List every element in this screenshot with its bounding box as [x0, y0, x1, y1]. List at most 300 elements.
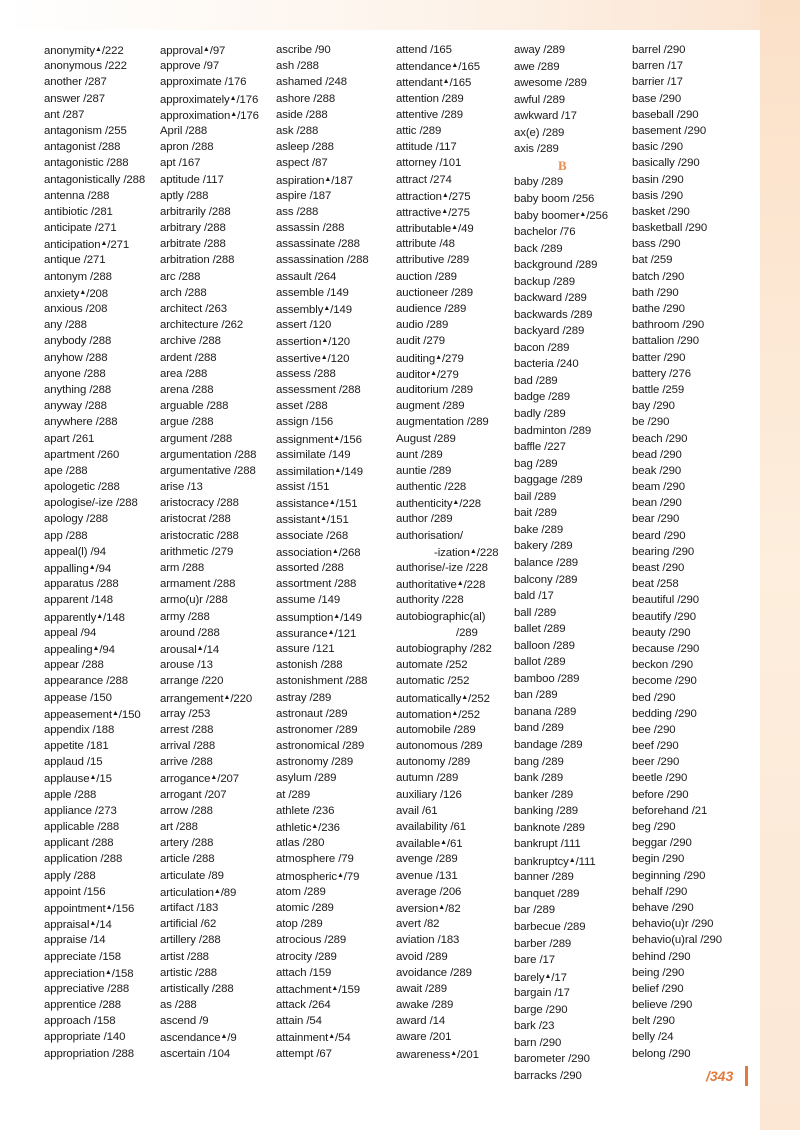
index-entry-row	[388, 139, 506, 155]
index-entry: artistic /288	[160, 966, 217, 979]
index-entry: automatically▲/252	[396, 692, 490, 705]
index-entry-row	[270, 932, 388, 948]
index-entry-row	[506, 489, 624, 506]
index-entry: articulate /89	[160, 869, 224, 882]
index-entry-row	[388, 382, 506, 398]
index-entry-row	[624, 625, 742, 641]
index-entry-row	[506, 886, 624, 903]
index-entry: argument /288	[160, 432, 233, 445]
index-entry-row	[506, 423, 624, 440]
index-entry-row	[270, 544, 388, 560]
index-entry-row	[506, 108, 624, 125]
index-entry: bed /290	[632, 691, 676, 704]
index-entry-row	[270, 787, 388, 803]
index-entry-row	[388, 657, 506, 673]
index-entry-row	[154, 366, 272, 382]
index-entry-row	[270, 285, 388, 301]
index-entry-row	[388, 350, 506, 366]
index-entry: assertive▲/120	[276, 352, 350, 365]
index-entry: appraise /14	[44, 934, 106, 947]
index-entry-row	[270, 641, 388, 657]
index-entry-row	[36, 770, 154, 786]
index-entry: ballet /289	[514, 623, 566, 636]
index-entry-row	[270, 835, 388, 851]
index-entry: awake /289	[396, 999, 454, 1012]
index-entry-row	[154, 58, 272, 74]
index-entry-row	[154, 74, 272, 90]
index-entry: avoid /289	[396, 950, 448, 963]
index-entry-row	[270, 803, 388, 819]
index-entry: arrangement▲/220	[160, 692, 253, 705]
index-entry: banner /289	[514, 871, 574, 884]
index-entry: authorisation/	[396, 529, 463, 542]
index-entry: architect /263	[160, 303, 227, 315]
index-entry-row	[154, 625, 272, 641]
index-entry-row	[506, 207, 624, 224]
index-entry-row	[270, 916, 388, 932]
index-entry: band /289	[514, 722, 564, 735]
index-entry: astronaut /289	[276, 707, 348, 720]
index-entry-row	[36, 835, 154, 851]
index-entry: authentic /228	[396, 481, 467, 494]
index-entry-row	[154, 447, 272, 463]
index-entry: astonishment /288	[276, 675, 368, 688]
index-entry-row	[388, 317, 506, 333]
index-entry: assume /149	[276, 594, 341, 607]
index-entry-row	[154, 609, 272, 625]
index-entry-row	[388, 285, 506, 301]
index-entry-row	[154, 932, 272, 948]
index-entry: automation▲/252	[396, 708, 480, 721]
index-entry: attempt /67	[276, 1047, 332, 1060]
index-entry-row	[624, 42, 742, 58]
index-entry: attend /165	[396, 44, 452, 56]
index-entry: attraction▲/275	[396, 190, 471, 203]
index-entry-row	[270, 738, 388, 754]
index-entry-row	[154, 560, 272, 576]
page-number: /343	[706, 1068, 734, 1084]
index-entry: bald /17	[514, 590, 554, 603]
index-entry-row	[624, 123, 742, 139]
index-entry-row	[388, 981, 506, 997]
index-entry-row	[388, 1046, 506, 1062]
index-entry-row	[506, 505, 624, 522]
index-entry: awareness▲/201	[396, 1048, 479, 1061]
index-entry: ash /288	[276, 60, 319, 73]
index-entry-row	[506, 274, 624, 291]
index-entry-row	[270, 981, 388, 997]
index-entry-row	[388, 42, 506, 58]
index-entry-row	[624, 884, 742, 900]
index-entry-row	[624, 91, 742, 107]
index-entry: asleep /288	[276, 141, 334, 154]
index-entry-row	[506, 125, 624, 142]
index-entry: awkward /17	[514, 110, 577, 123]
index-entry: backwards /289	[514, 308, 593, 321]
index-entry-row	[36, 139, 154, 155]
index-entry: aspect /87	[276, 157, 328, 170]
index-entry-row	[36, 754, 154, 770]
index-entry: bath /290	[632, 286, 679, 299]
index-entry-row	[388, 333, 506, 349]
index-entry: atom /289	[276, 885, 326, 898]
index-entry-row	[154, 139, 272, 155]
index-entry: anonymity▲/222	[44, 45, 124, 57]
index-entry: beautify /290	[632, 610, 696, 623]
index-entry: anticipation▲/271	[44, 239, 130, 252]
index-entry-row	[36, 58, 154, 74]
index-entry-row	[624, 592, 742, 608]
index-entry-row	[154, 414, 272, 430]
index-entry: backyard /289	[514, 325, 585, 338]
index-entry: assassinate /288	[276, 238, 360, 251]
index-entry: bamboo /289	[514, 672, 580, 685]
index-entry-row	[36, 738, 154, 754]
index-entry-row	[388, 236, 506, 252]
index-entry-row	[36, 220, 154, 236]
index-entry-row	[388, 511, 506, 527]
index-entry-row	[154, 382, 272, 398]
index-entry: baby /289	[514, 176, 564, 189]
index-entry-row	[624, 868, 742, 884]
index-entry: -ization▲/228	[434, 546, 499, 559]
index-entry-row	[270, 1029, 388, 1045]
index-entry-row	[506, 654, 624, 671]
index-entry-row	[36, 576, 154, 592]
index-entry-row	[388, 172, 506, 188]
index-entry-row	[270, 722, 388, 738]
index-entry: attitude /117	[396, 141, 457, 154]
index-entry-row	[154, 722, 272, 738]
index-entry: balance /289	[514, 556, 579, 569]
index-entry: beautiful /290	[632, 594, 699, 607]
index-column-6	[624, 42, 742, 1062]
index-entry-row	[154, 107, 272, 123]
index-entry: basis /290	[632, 189, 683, 202]
index-entry-row	[506, 687, 624, 704]
index-entry-row	[36, 107, 154, 123]
index-entry: antenna /288	[44, 189, 110, 202]
index-entry-row	[270, 204, 388, 220]
index-entry-row	[624, 285, 742, 301]
index-entry-row	[154, 301, 272, 317]
index-entry: banknote /289	[514, 821, 585, 834]
index-entry: associate /268	[276, 529, 349, 542]
index-entry-row	[506, 638, 624, 655]
index-entry-row	[624, 1046, 742, 1062]
index-entry-row	[154, 252, 272, 268]
index-entry: autumn /289	[396, 772, 459, 785]
index-entry-row	[506, 406, 624, 423]
index-entry-row	[388, 252, 506, 268]
index-entry-row	[270, 236, 388, 252]
index-entry-row	[388, 269, 506, 285]
index-entry-row	[624, 787, 742, 803]
index-entry-row	[506, 241, 624, 258]
index-entry-row	[506, 787, 624, 804]
index-entry-row	[270, 74, 388, 90]
index-entry-row	[270, 576, 388, 592]
index-entry: apprentice /288	[44, 999, 122, 1012]
page-top-tint	[0, 0, 800, 30]
index-entry-row	[36, 819, 154, 835]
index-entry-row	[624, 463, 742, 479]
index-entry-row	[154, 350, 272, 366]
index-entry-row	[36, 528, 154, 544]
index-entry-row	[36, 851, 154, 867]
index-entry: aristocratic /288	[160, 529, 239, 542]
index-entry: barely▲/17	[514, 971, 567, 984]
index-entry: barometer /290	[514, 1053, 590, 1066]
index-entry-row	[506, 952, 624, 969]
index-entry-row	[36, 317, 154, 333]
index-entry-row	[388, 673, 506, 689]
section-letter: B	[558, 157, 567, 173]
index-entry: belief /290	[632, 982, 684, 995]
index-entry-row	[36, 172, 154, 188]
index-entry: application /288	[44, 853, 123, 866]
index-entry-row	[154, 544, 272, 560]
index-entry-row	[506, 704, 624, 721]
index-entry-row	[506, 191, 624, 208]
index-entry-row	[388, 690, 506, 706]
index-entry: behalf /290	[632, 885, 688, 898]
index-entry: appease /150	[44, 691, 112, 704]
index-entry-row	[154, 188, 272, 204]
index-entry: arena /288	[160, 383, 214, 396]
index-entry-row	[270, 188, 388, 204]
index-entry: ashore /288	[276, 92, 336, 105]
index-entry: baffle /227	[514, 441, 566, 454]
index-entry: around /288	[160, 626, 220, 639]
index-entry: banquet /289	[514, 887, 580, 900]
index-entry: assign /156	[276, 416, 334, 429]
index-entry: availability /61	[396, 821, 466, 833]
index-entry-row	[270, 398, 388, 414]
index-entry: arrow /288	[160, 804, 213, 817]
index-entry-row	[154, 463, 272, 479]
index-entry: arbitration /288	[160, 254, 235, 267]
index-entry: belt /290	[632, 1015, 675, 1028]
index-entry-row	[506, 224, 624, 241]
index-entry-row	[36, 188, 154, 204]
index-entry-row	[270, 495, 388, 511]
index-entry-row	[388, 787, 506, 803]
index-entry-row	[270, 414, 388, 430]
index-entry-row	[388, 770, 506, 786]
index-entry: attract /274	[396, 173, 452, 186]
index-entry-row	[388, 220, 506, 236]
index-entry: behave /290	[632, 901, 694, 914]
index-entry: any /288	[44, 319, 87, 332]
index-entry-row	[624, 932, 742, 948]
index-entry: assumption▲/149	[276, 611, 362, 624]
index-entry: architecture /262	[160, 319, 244, 332]
index-entry: ball /289	[514, 606, 557, 619]
index-entry: artistically /288	[160, 982, 234, 995]
index-entry-row	[624, 706, 742, 722]
index-entry-row	[388, 949, 506, 965]
index-entry: bass /290	[632, 238, 681, 251]
index-entry: basically /290	[632, 157, 700, 170]
index-entry: applause▲/15	[44, 773, 112, 786]
index-entry-row	[388, 479, 506, 495]
index-entry: automate /252	[396, 659, 468, 672]
index-entry-row	[36, 560, 154, 576]
index-entry: assortment /288	[276, 578, 357, 591]
index-entry: armo(u)r /288	[160, 594, 228, 607]
index-entry-row	[388, 997, 506, 1013]
index-entry: arbitrarily /288	[160, 205, 231, 218]
index-entry-row	[624, 916, 742, 932]
index-entry-row	[270, 690, 388, 706]
index-entry: apt /167	[160, 157, 201, 170]
index-entry: army /288	[160, 610, 210, 623]
index-entry-row	[154, 787, 272, 803]
index-entry-row	[506, 42, 624, 59]
index-entry-row	[270, 754, 388, 770]
index-entry-row	[36, 74, 154, 90]
index-entry: because /290	[632, 642, 700, 655]
index-entry: augmentation /289	[396, 416, 489, 429]
index-entry-row	[506, 853, 624, 870]
index-entry: apron /288	[160, 141, 214, 154]
index-entry-row	[36, 544, 154, 560]
index-entry: audience /289	[396, 303, 467, 315]
index-entry-row	[624, 949, 742, 965]
index-entry: base /290	[632, 92, 682, 105]
index-entry-row	[506, 356, 624, 373]
index-entry: attendant▲/165	[396, 77, 472, 90]
index-entry-row	[624, 690, 742, 706]
index-entry: barbecue /289	[514, 920, 586, 933]
index-entry-row	[624, 269, 742, 285]
index-entry: armament /288	[160, 578, 236, 591]
index-entry: basic /290	[632, 141, 683, 154]
index-entry: antagonism /255	[44, 124, 127, 137]
index-entry: anybody /288	[44, 335, 112, 348]
index-column-4	[388, 42, 506, 1062]
index-entry-row	[36, 997, 154, 1013]
index-entry: atrocious /289	[276, 934, 347, 947]
index-entry-row	[506, 158, 624, 175]
index-entry-row	[624, 981, 742, 997]
page-number-bar	[745, 1066, 748, 1086]
index-entry-row	[388, 932, 506, 948]
index-entry-row	[270, 139, 388, 155]
index-entry-row	[36, 657, 154, 673]
index-entry-row	[270, 431, 388, 447]
index-entry-row	[624, 204, 742, 220]
index-entry: artery /288	[160, 837, 214, 850]
index-entry-row	[388, 398, 506, 414]
index-entry: auxiliary /126	[396, 788, 462, 801]
index-entry: average /206	[396, 885, 462, 898]
index-entry-row	[506, 257, 624, 274]
index-entry: attain /54	[276, 1015, 322, 1028]
index-entry: available▲/61	[396, 838, 463, 851]
index-entry: assassination /288	[276, 254, 369, 267]
index-entry: aristocracy /288	[160, 497, 239, 510]
index-entry-row	[270, 609, 388, 625]
index-entry: banker /289	[514, 788, 574, 801]
index-entry: antagonistic /288	[44, 157, 129, 170]
index-page	[30, 42, 760, 1082]
index-entry-row	[388, 868, 506, 884]
index-entry-row	[506, 869, 624, 886]
index-entry: applicable /288	[44, 821, 120, 833]
index-entry-row	[506, 340, 624, 357]
index-entry: asylum /289	[276, 772, 337, 785]
index-entry-row	[506, 621, 624, 638]
index-entry-row	[154, 204, 272, 220]
index-entry: athlete /236	[276, 804, 335, 817]
index-entry: aviation /183	[396, 934, 460, 947]
index-entry: appeal(l) /94	[44, 545, 107, 558]
index-entry: aristocrat /288	[160, 513, 231, 526]
index-entry-row	[506, 919, 624, 936]
index-entry-row	[36, 900, 154, 916]
index-entry-row	[506, 555, 624, 572]
index-entry: /289	[456, 626, 478, 639]
index-entry-row	[36, 155, 154, 171]
index-entry-row	[624, 673, 742, 689]
index-entry: article /288	[160, 853, 215, 866]
index-entry: appearance /288	[44, 675, 129, 688]
index-entry-row	[270, 463, 388, 479]
index-entry-row	[624, 431, 742, 447]
index-entry: beforehand /21	[632, 804, 708, 817]
index-entry-row	[388, 835, 506, 851]
index-entry-row	[388, 447, 506, 463]
index-entry: appointment▲/156	[44, 902, 135, 915]
index-entry-row	[154, 172, 272, 188]
index-entry: articulation▲/89	[160, 886, 237, 899]
index-entry-row	[154, 1013, 272, 1029]
index-entry: batch /290	[632, 270, 685, 283]
index-entry: bathroom /290	[632, 319, 705, 332]
index-entry: bail /289	[514, 490, 557, 503]
index-entry-row	[388, 916, 506, 932]
index-entry: assorted /288	[276, 562, 344, 574]
index-entry-row	[624, 236, 742, 252]
index-entry: archive /288	[160, 335, 221, 348]
index-entry: award /14	[396, 1015, 446, 1028]
index-entry: attendance▲/165	[396, 61, 480, 74]
index-entry-row	[506, 174, 624, 191]
index-entry: beak /290	[632, 464, 682, 477]
index-entry-row	[36, 252, 154, 268]
index-entry-row	[36, 949, 154, 965]
index-entry-row	[624, 609, 742, 625]
index-entry-row	[624, 333, 742, 349]
index-entry: ascribe /90	[276, 44, 331, 56]
index-entry: behavio(u)ral /290	[632, 934, 723, 947]
index-entry-row	[36, 236, 154, 252]
index-entry: arch /288	[160, 286, 207, 299]
index-entry-row	[270, 770, 388, 786]
index-entry: beef /290	[632, 740, 679, 753]
index-entry: avert /82	[396, 918, 440, 931]
index-entry-row	[154, 123, 272, 139]
index-entry-row	[624, 511, 742, 527]
index-entry-row	[506, 969, 624, 986]
index-entry: behavio(u)r /290	[632, 918, 714, 931]
index-entry: arc /288	[160, 270, 201, 283]
index-entry-row	[388, 528, 506, 544]
index-entry: assassin /288	[276, 222, 345, 235]
index-entry: bearing /290	[632, 545, 695, 558]
